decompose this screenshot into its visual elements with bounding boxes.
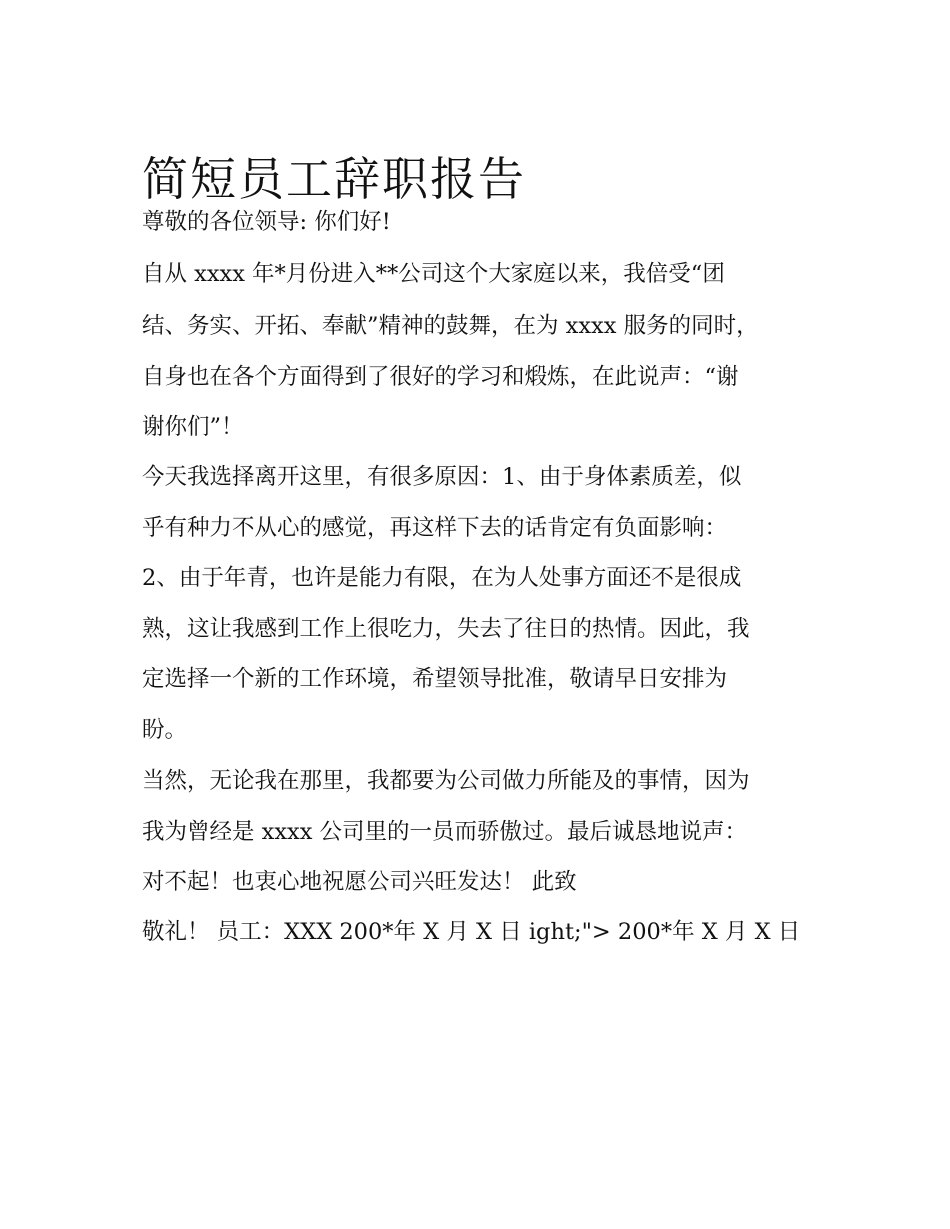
body-line: 定选择一个新的工作环境，希望领导批准，敬请早日安排为	[142, 666, 728, 692]
body-line: 乎有种力不从心的感觉，再这样下去的话肯定有负面影响：	[142, 515, 728, 541]
closing-line: 对不起！也衷心地祝愿公司兴旺发达！ 此致	[142, 869, 577, 895]
body-line: 盼。	[142, 717, 188, 743]
body-line: 今天我选择离开这里，有很多原因：1、由于身体素质差，似	[142, 464, 742, 490]
body-line: 自从 xxxx 年*月份进入**公司这个大家庭以来，我倍受“团	[142, 261, 725, 287]
signature-line: 敬礼！ 员工：XXX 200*年 X 月 X 日 ight;"> 200*年 X 月 X 日	[142, 919, 801, 945]
body-line: 我为曾经是 xxxx 公司里的一员而骄傲过。最后诚恳地说声：	[142, 819, 748, 845]
body-line: 自身也在各个方面得到了很好的学习和煅炼，在此说声：“谢	[142, 364, 739, 390]
body-line: 谢你们”！	[142, 414, 244, 440]
greeting-line: 尊敬的各位领导: 你们好!	[142, 209, 391, 235]
body-line: 熟，这让我感到工作上很吃力，失去了往日的热情。因此，我	[142, 616, 750, 642]
body-line: 2、由于年青，也许是能力有限，在为人处事方面还不是很成	[142, 565, 742, 591]
body-line: 结、务实、开拓、奉献”精神的鼓舞，在为 xxxx 服务的同时，	[142, 313, 759, 339]
page-title: 简短员工辞职报告	[142, 151, 526, 206]
body-line: 当然，无论我在那里，我都要为公司做力所能及的事情，因为	[142, 768, 750, 794]
